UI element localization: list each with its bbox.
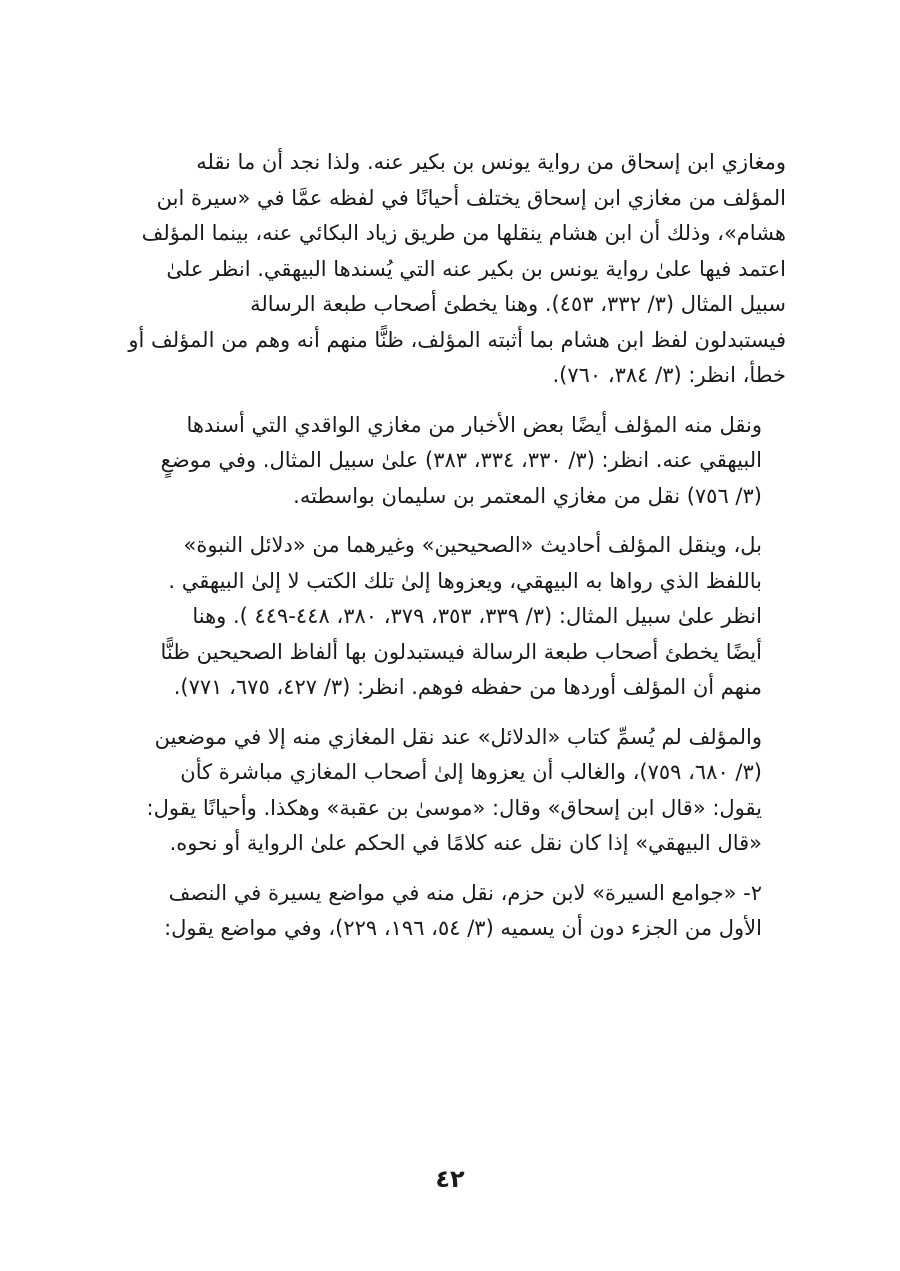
text-line: البيهقي عنه. انظر: (٣/ ٣٣٠، ٣٣٤، ٣٨٣) علىٰ سبيل المثال. وفي موضعٍ <box>160 448 762 472</box>
page-body <box>118 145 786 947</box>
text-line: الأول من الجزء دون أن يسميه (٣/ ٥٤، ١٩٦، ٢٢٩)، وفي مواضع يقول: <box>164 916 762 940</box>
text-line: المؤلف من مغازي ابن إسحاق يختلف أحيانًا في لفظه عمَّا في «سيرة ابن <box>156 185 786 210</box>
text-line: «قال البيهقي» إذا كان نقل عنه كلامًا في الحكم علىٰ الرواية أو نحوه. <box>169 831 762 855</box>
text-line: (٣/ ٧٥٦) نقل من مغازي المعتمر بن سليمان بواسطته. <box>293 483 762 508</box>
text-line: أيضًا يخطئ أصحاب طبعة الرسالة فيستبدلون بها ألفاظ الصحيحين ظنًّا <box>160 639 762 664</box>
text-line: ومغازي ابن إسحاق من رواية يونس بن بكير عنه. ولذا نجد أن ما نقله <box>196 150 786 174</box>
paragraph <box>118 528 786 706</box>
text-line: هشام»، وذلك أن ابن هشام ينقلها من طريق زياد البكائي عنه، بينما المؤلف <box>141 221 786 245</box>
text-line: والمؤلف لم يُسمِّ كتاب «الدلائل» عند نقل المغازي منه إلا في موضعين <box>154 724 762 749</box>
text-line: فيستبدلون لفظ ابن هشام بما أثبته المؤلف، ظنًّا منهم أنه وهم من المؤلف أو <box>128 327 786 352</box>
text-line: باللفظ الذي رواها به البيهقي، ويعزوها إلىٰ تلك الكتب لا إلىٰ البيهقي . <box>168 568 762 593</box>
paragraph <box>118 145 786 394</box>
text-line: بل، وينقل المؤلف أحاديث «الصحيحين» وغيرهما من «دلائل النبوة» <box>183 533 762 557</box>
text-line: سبيل المثال (٣/ ٣٣٢، ٤٥٣). وهنا يخطئ أصحاب طبعة الرسالة <box>250 292 786 316</box>
page-number: ٤٢ <box>435 1165 465 1193</box>
paragraph <box>118 720 786 862</box>
text-line: خطأ، انظر: (٣/ ٣٨٤، ٧٦٠). <box>552 363 786 387</box>
text-line: انظر علىٰ سبيل المثال: (٣/ ٣٣٩، ٣٥٣، ٣٧٩، ٣٨٠، ٤٤٨-٤٤٩ ). وهنا <box>192 604 762 628</box>
text-line: اعتمد فيها علىٰ رواية يونس بن بكير عنه التي يُسندها البيهقي. انظر علىٰ <box>166 256 786 281</box>
text-line: ونقل منه المؤلف أيضًا بعض الأخبار من مغازي الواقدي التي أسندها <box>186 412 762 437</box>
text-line: يقول: «قال ابن إسحاق» وقال: «موسىٰ بن عقبة» وهكذا. وأحيانًا يقول: <box>146 795 762 820</box>
text-line: منهم أن المؤلف أوردها من حفظه فوهم. انظر: (٣/ ٤٢٧، ٦٧٥، ٧٧١). <box>173 675 762 699</box>
text-line: (٣/ ٦٨٠، ٧٥٩)، والغالب أن يعزوها إلىٰ أصحاب المغازي مباشرة كأن <box>180 760 762 784</box>
paragraph <box>118 408 786 515</box>
paragraph <box>118 876 786 947</box>
text-line: ٢- «جوامع السيرة» لابن حزم، نقل منه في مواضع يسيرة في النصف <box>168 880 762 905</box>
